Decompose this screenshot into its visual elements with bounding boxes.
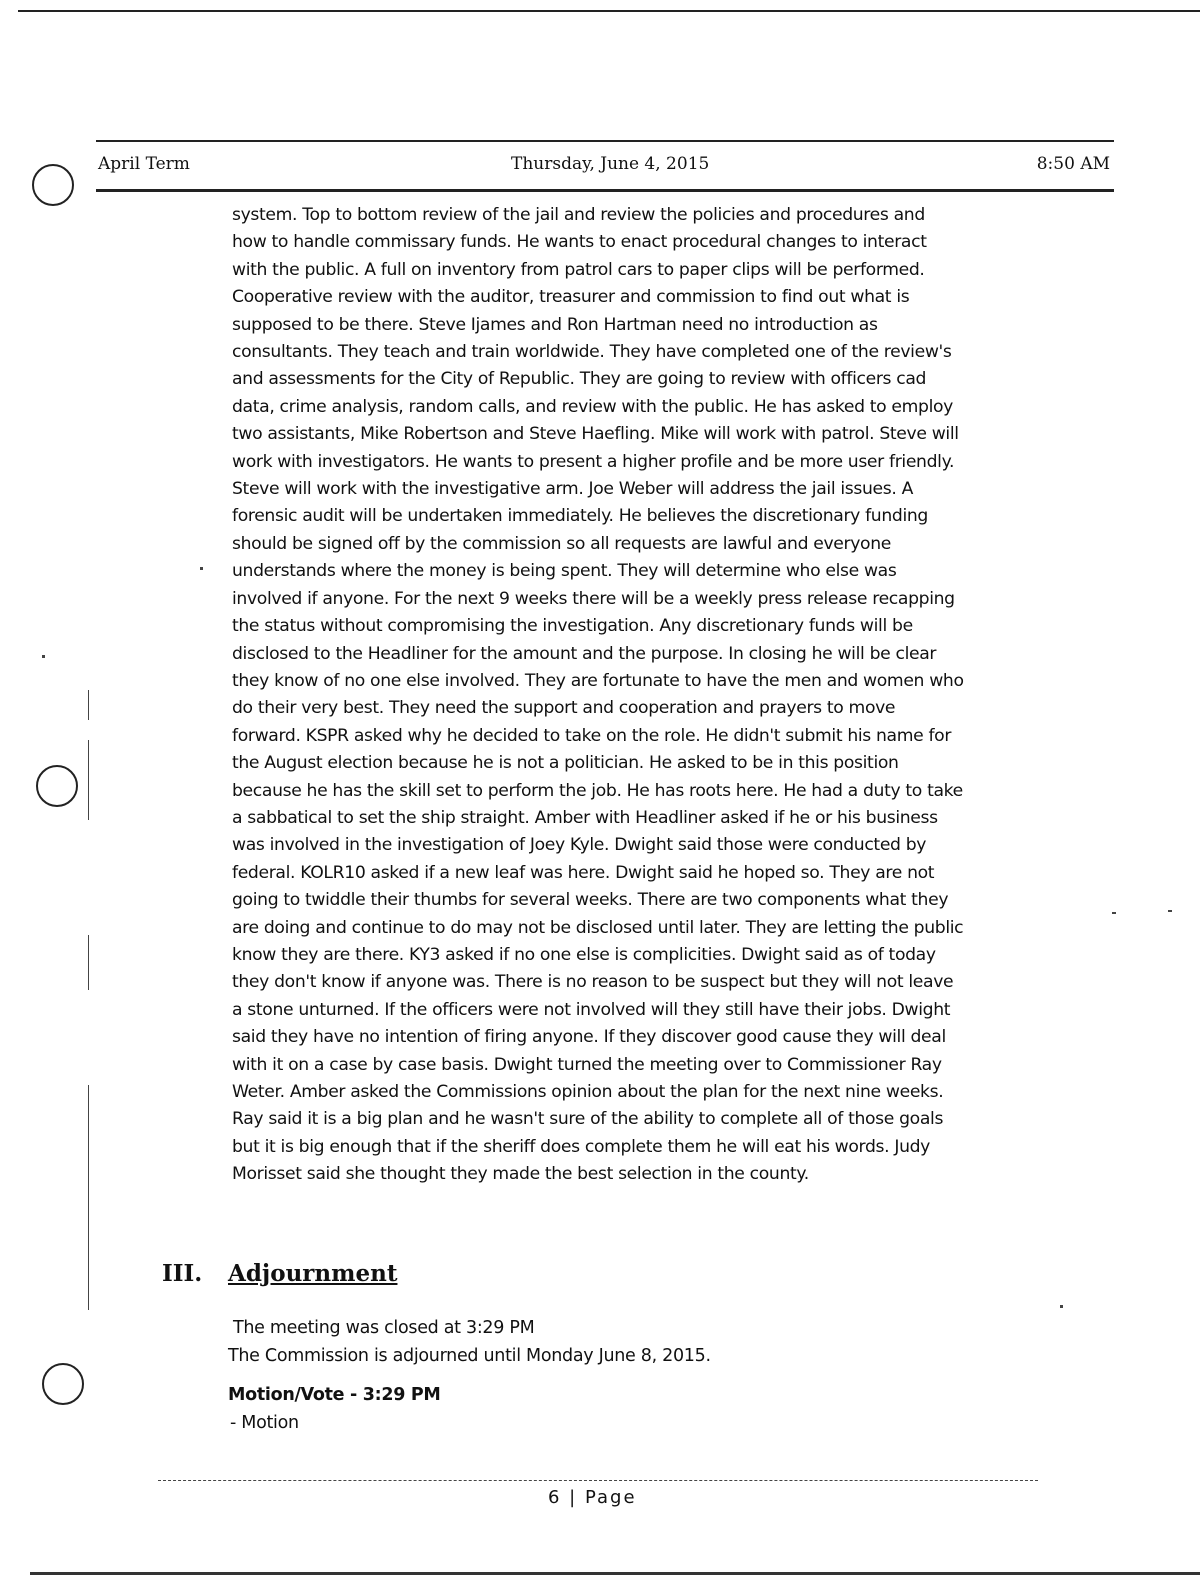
- scan-mark: [200, 567, 203, 570]
- scan-mark: [88, 935, 89, 990]
- footer-divider: [158, 1480, 1038, 1481]
- body-line: involved if anyone. For the next 9 weeks there will be a weekly press release recapping: [232, 588, 955, 609]
- body-line: going to twiddle their thumbs for several weeks. There are two components what they: [232, 890, 949, 911]
- body-line: was involved in the investigation of Joey Kyle. Dwight said those were conducted by: [232, 835, 927, 856]
- body-line: the status without compromising the investigation. Any discretionary funds will be: [232, 616, 913, 637]
- section-number: III.: [162, 1260, 203, 1287]
- body-line: they know of no one else involved. They are fortunate to have the men and women who: [232, 670, 964, 691]
- section-heading-adjournment: [162, 1260, 397, 1287]
- body-line: a stone unturned. If the officers were not involved will they still have their jobs. Dwight: [232, 999, 951, 1020]
- body-line: Ray said it is a big plan and he wasn't sure of the ability to complete all of those goals: [232, 1109, 944, 1130]
- body-line: system. Top to bottom review of the jail and review the policies and procedures and: [232, 205, 925, 225]
- section-title: Adjournment: [228, 1260, 398, 1287]
- body-line: and assessments for the City of Republic. They are going to review with officers cad: [232, 369, 927, 390]
- body-line: data, crime analysis, random calls, and review with the public. He has asked to employ: [232, 396, 953, 417]
- body-line: a sabbatical to set the ship straight. Amber with Headliner asked if he or his business: [232, 807, 938, 828]
- body-line: consultants. They teach and train worldwide. They have completed one of the review's: [232, 342, 952, 363]
- body-line: forensic audit will be undertaken immediately. He believes the discretionary funding: [232, 506, 928, 527]
- body-line: how to handle commissary funds. He wants to enact procedural changes to interact: [232, 232, 927, 253]
- body-line: they don't know if anyone was. There is no reason to be suspect but they will not leave: [232, 972, 954, 993]
- body-line: work with investigators. He wants to present a higher profile and be more user friendly.: [232, 451, 955, 472]
- adjourned-until-text: The Commission is adjourned until Monday June 8, 2015.: [228, 1346, 711, 1366]
- scan-top-edge: [18, 10, 1200, 12]
- punch-hole-middle: [36, 765, 78, 807]
- header-time: 8:50 AM: [1036, 154, 1110, 174]
- punch-hole-top: [32, 164, 74, 206]
- body-line: Cooperative review with the auditor, treasurer and commission to find out what is: [232, 287, 910, 308]
- body-line: federal. KOLR10 asked if a new leaf was here. Dwight said he hoped so. They are not: [232, 862, 935, 883]
- scan-mark: [1060, 1305, 1063, 1308]
- body-line: the August election because he is not a politician. He asked to be in this position: [232, 753, 899, 774]
- body-line: should be signed off by the commission so all requests are lawful and everyone: [232, 533, 891, 554]
- motion-vote-heading: Motion/Vote - 3:29 PM: [228, 1385, 441, 1405]
- scan-mark: [88, 740, 89, 820]
- body-line: do their very best. They need the support and cooperation and prayers to move: [232, 698, 896, 719]
- body-line: disclosed to the Headliner for the amount and the purpose. In closing he will be clear: [232, 643, 937, 664]
- body-line: are doing and continue to do may not be disclosed until later. They are letting the public: [232, 917, 964, 938]
- body-line: but it is big enough that if the sheriff does complete them he will eat his words. Judy: [232, 1136, 931, 1157]
- scan-mark: [1112, 912, 1116, 914]
- meeting-closed-text: The meeting was closed at 3:29 PM: [233, 1318, 535, 1338]
- page-header: [96, 140, 1114, 192]
- page-number: 6 | Page: [548, 1487, 637, 1508]
- body-line: because he has the skill set to perform the job. He has roots here. He had a duty to take: [232, 780, 963, 801]
- header-term: April Term: [98, 154, 190, 174]
- scan-mark: [1168, 910, 1172, 912]
- body-line: Morisset said she thought they made the best selection in the county.: [232, 1164, 809, 1185]
- motion-item: - Motion: [230, 1413, 299, 1433]
- scan-mark: [88, 1085, 89, 1310]
- body-line: two assistants, Mike Robertson and Steve Haefling. Mike will work with patrol. Steve will: [232, 424, 959, 445]
- body-line: Weter. Amber asked the Commissions opinion about the plan for the next nine weeks.: [232, 1082, 944, 1102]
- body-line: Steve will work with the investigative arm. Joe Weber will address the jail issues. A: [232, 479, 914, 500]
- body-line: know they are there. KY3 asked if no one else is complicities. Dwight said as of today: [232, 944, 936, 965]
- scan-bottom-edge: [30, 1572, 1200, 1575]
- scan-mark: [42, 655, 45, 658]
- body-line: said they have no intention of firing anyone. If they discover good cause they will deal: [232, 1027, 946, 1048]
- body-line: supposed to be there. Steve Ijames and Ron Hartman need no introduction as: [232, 314, 878, 335]
- punch-hole-bottom: [42, 1363, 84, 1405]
- body-line: forward. KSPR asked why he decided to take on the role. He didn't submit his name for: [232, 725, 952, 746]
- body-line: understands where the money is being spent. They will determine who else was: [232, 561, 897, 582]
- minutes-body: [232, 202, 1048, 1189]
- header-date: Thursday, June 4, 2015: [511, 154, 710, 174]
- body-line: with the public. A full on inventory from patrol cars to paper clips will be performed.: [232, 259, 925, 280]
- body-line: with it on a case by case basis. Dwight turned the meeting over to Commissioner Ray: [232, 1054, 942, 1075]
- scan-mark: [88, 690, 89, 720]
